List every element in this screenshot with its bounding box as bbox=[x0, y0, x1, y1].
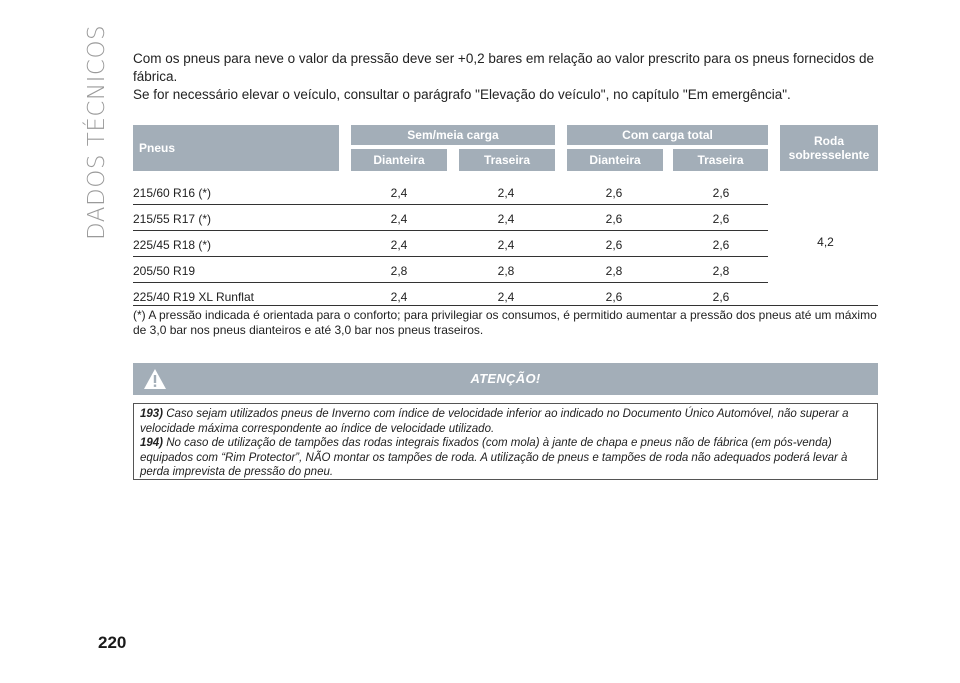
tire-size: 215/60 R16 (*) bbox=[133, 186, 212, 200]
pressure-value: 2,8 bbox=[605, 264, 623, 278]
pressure-value: 2,8 bbox=[497, 264, 515, 278]
header-empty-front: Dianteira bbox=[351, 149, 447, 171]
pressure-value: 2,8 bbox=[390, 264, 408, 278]
table-bottom-rule bbox=[133, 305, 878, 306]
pressure-value: 2,6 bbox=[605, 290, 623, 304]
warning-header bbox=[133, 363, 878, 395]
warning-item bbox=[140, 436, 871, 480]
tire-size: 205/50 R19 bbox=[133, 264, 196, 278]
warning-item bbox=[140, 407, 871, 436]
pressure-value: 2,4 bbox=[390, 212, 408, 226]
pressure-value: 2,4 bbox=[390, 290, 408, 304]
table-row bbox=[133, 231, 768, 257]
table-row bbox=[133, 257, 768, 283]
header-full-front: Dianteira bbox=[567, 149, 663, 171]
warning-title: ATENÇÃO! bbox=[470, 371, 541, 386]
pressure-value: 2,6 bbox=[605, 186, 623, 200]
page-number: 220 bbox=[98, 633, 127, 652]
header-spare-line1: Roda bbox=[814, 134, 844, 148]
spare-wheel-pressure: 4,2 bbox=[817, 234, 834, 249]
tire-size: 215/55 R17 (*) bbox=[133, 212, 212, 226]
pressure-value: 2,6 bbox=[712, 186, 730, 200]
pressure-value: 2,8 bbox=[712, 264, 730, 278]
warning-item-number: 194) bbox=[140, 437, 164, 449]
header-spare-line2: sobresselente bbox=[788, 148, 870, 162]
tire-size: 225/40 R19 XL Runflat bbox=[133, 290, 254, 304]
pressure-value: 2,4 bbox=[390, 186, 408, 200]
header-group-empty-load: Sem/meia carga bbox=[351, 125, 555, 145]
header-group-full-load: Com carga total bbox=[567, 125, 768, 145]
pressure-value: 2,6 bbox=[712, 238, 730, 252]
table-header bbox=[133, 125, 878, 171]
warning-item-number: 193) bbox=[140, 408, 164, 420]
table-footnote: (*) A pressão indicada é orientada para o conforto; para privilegiar os consumos, é permitido aumentar a pressão dos pneus até um máximo de 3,0 bar nos pneus dianteiros e até 3,0 bar nos pneus traseiros. bbox=[133, 308, 877, 337]
intro-text bbox=[133, 50, 893, 104]
header-spare-wheel bbox=[780, 125, 878, 171]
pressure-value: 2,4 bbox=[390, 238, 408, 252]
pressure-value: 2,4 bbox=[497, 290, 515, 304]
tire-size: 225/45 R18 (*) bbox=[133, 238, 212, 252]
table-row bbox=[133, 205, 768, 231]
tire-pressure-table bbox=[133, 125, 878, 308]
intro-paragraph-2: Se for necessário elevar o veículo, consultar o parágrafo "Elevação do veículo", no capítulo "Em emergência". bbox=[133, 87, 791, 102]
header-full-rear: Traseira bbox=[673, 149, 768, 171]
pressure-value: 2,6 bbox=[712, 212, 730, 226]
header-tires: Pneus bbox=[133, 125, 339, 171]
warning-content bbox=[133, 403, 878, 480]
warning-item-text: Caso sejam utilizados pneus de Inverno com índice de velocidade inferior ao indicado no Documento Único Automóvel, não superar a velocidade máxima correspondente ao índice de velocidade utilizado. bbox=[140, 408, 849, 435]
pressure-value: 2,4 bbox=[497, 186, 515, 200]
pressure-value: 2,4 bbox=[497, 212, 515, 226]
warning-item-text: No caso de utilização de tampões das rodas integrais fixados (com mola) à jante de chapa e pneus não de fábrica (em pós-venda) equipados com “Rim Protector”, NÃO montar os tampões de roda. A utilização de pneus e tampões de roda não adequados poderá levar à perda imprevista de pressão do pneu. bbox=[140, 437, 848, 478]
intro-paragraph-1: Com os pneus para neve o valor da pressão deve ser +0,2 bares em relação ao valor prescrito para os pneus fornecidos de fábrica. bbox=[133, 51, 875, 84]
pressure-value: 2,6 bbox=[712, 290, 730, 304]
pressure-value: 2,4 bbox=[497, 238, 515, 252]
table-body bbox=[133, 179, 878, 308]
header-empty-rear: Traseira bbox=[459, 149, 555, 171]
pressure-value: 2,6 bbox=[605, 238, 623, 252]
table-row bbox=[133, 179, 768, 205]
pressure-value: 2,6 bbox=[605, 212, 623, 226]
chapter-side-title: DADOS TÉCNICOS bbox=[84, 24, 110, 240]
